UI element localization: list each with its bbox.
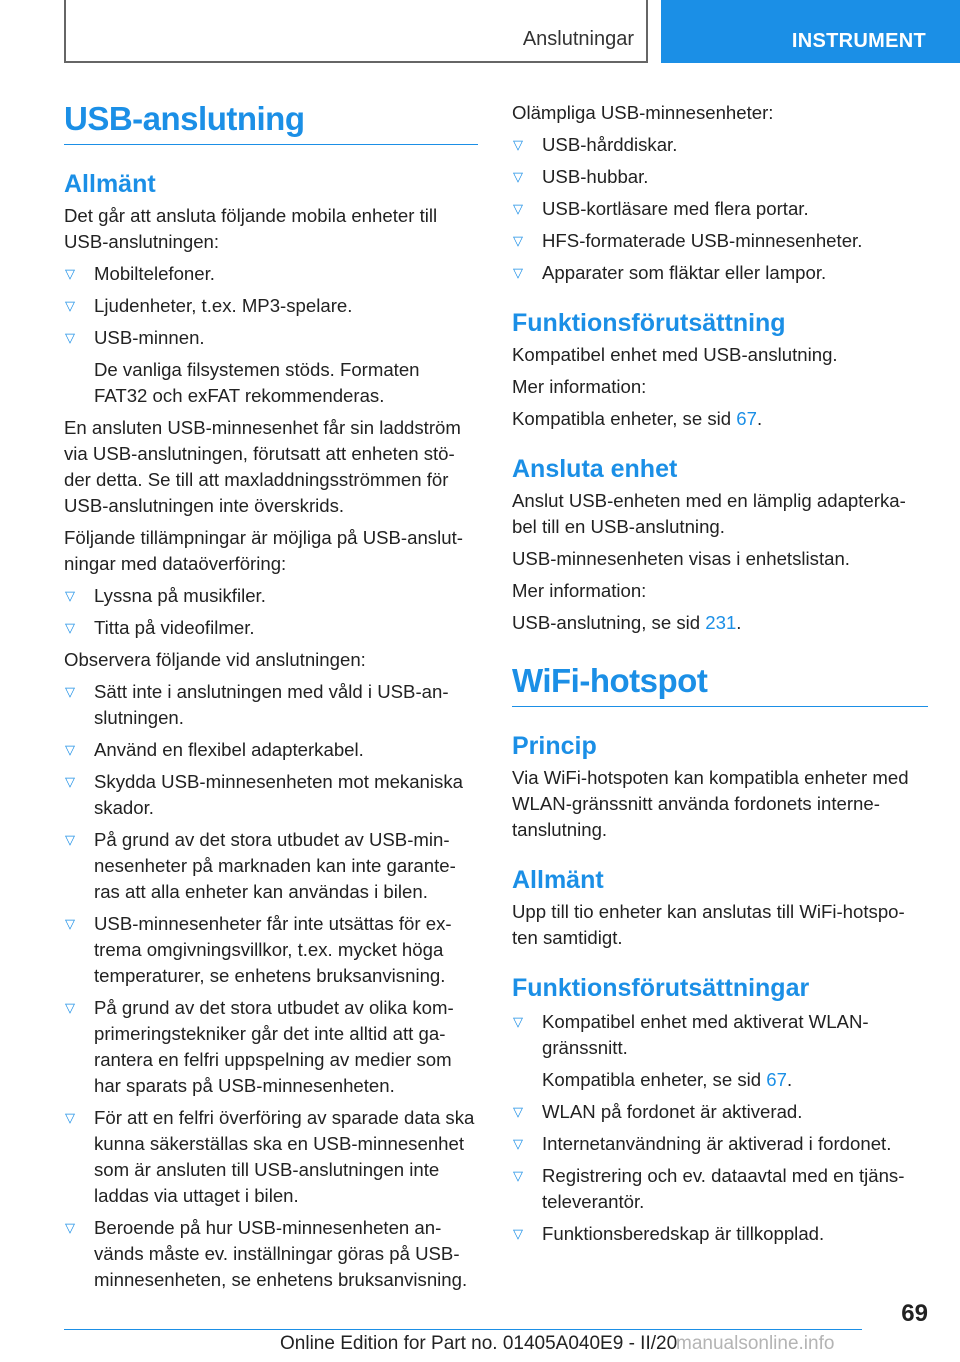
right-column: [512, 100, 928, 1247]
list-item: ▽ USB-minnen.: [64, 325, 478, 351]
triangle-bullet-icon: ▽: [513, 169, 523, 184]
list-item: ▽ Beroende på hur USB-minnesenheten an-vänds måste ev. inställningar göras på USB-minnesenheten, se enhetens bruksanvisning.: [65, 1217, 468, 1290]
wifi-title: WiFi-hotspot: [512, 662, 928, 707]
usb-title: USB-anslutning: [64, 100, 478, 145]
page-link[interactable]: 231: [705, 612, 737, 633]
observe-paragraph: Observera följande vid anslutningen:: [64, 649, 366, 670]
list-item: ▽ USB-hubbar.: [512, 164, 928, 190]
requirement-p3: Kompatibla enheter, se sid 67.: [512, 408, 763, 429]
triangle-bullet-icon: ▽: [65, 620, 75, 635]
list-item: ▽ USB-hårddiskar.: [512, 132, 928, 158]
triangle-bullet-icon: ▽: [513, 1168, 523, 1183]
wifi-general-p1: Upp till tio enheter kan anslutas till WiFi-hotspo-ten samtidigt.: [512, 901, 905, 948]
principle-heading: Princip: [512, 732, 597, 760]
triangle-bullet-icon: ▽: [513, 265, 523, 280]
triangle-bullet-icon: ▽: [513, 1104, 523, 1119]
header-chapter-label: INSTRUMENT: [791, 30, 926, 52]
triangle-bullet-icon: ▽: [65, 832, 75, 847]
triangle-bullet-icon: ▽: [65, 1000, 75, 1015]
triangle-bullet-icon: ▽: [65, 266, 75, 281]
general-heading: Allmänt: [64, 170, 156, 198]
triangle-bullet-icon: ▽: [65, 742, 75, 757]
page-link[interactable]: 67: [766, 1069, 787, 1090]
connect-p3: Mer information:: [512, 580, 647, 601]
list-item: ▽ Ljudenheter, t.ex. MP3-spelare.: [64, 293, 478, 319]
triangle-bullet-icon: ▽: [65, 916, 75, 931]
list-item: ▽ USB-minnesenheter får inte utsättas för ex-trema omgivningsvillkor, t.ex. mycket höga temperaturer, se enhetens bruksanvisning.: [65, 913, 452, 986]
triangle-bullet-icon: ▽: [65, 298, 75, 313]
triangle-bullet-icon: ▽: [65, 330, 75, 345]
list-item: ▽ För att en felfri överföring av sparade data ska kunna säkerställas ska en USB-minnesenhet som är ansluten till USB-anslutningen inte laddas via uttaget i bilen.: [65, 1107, 475, 1206]
principle-p1: Via WiFi-hotspoten kan kompatibla enheter med WLAN-gränssnitt använda fordonets interne-tanslutning.: [512, 767, 909, 840]
charging-paragraph: En ansluten USB-minnesenhet får sin laddström via USB-anslutningen, förutsatt att enheten stö-der detta. Se till att maxladdningsströmmen för USB-anslutningen inte överskrids.: [64, 417, 461, 516]
page-number: 69: [901, 1300, 928, 1327]
list-item: ▽ Lyssna på musikfiler.: [64, 583, 478, 609]
list-item: ▽ Skydda USB-minnesenheten mot mekaniska skador.: [65, 771, 463, 818]
list-item: ▽ Registrering och ev. dataavtal med en tjäns-televerantör.: [513, 1165, 905, 1212]
requirement-heading: Funktionsförutsättning: [512, 309, 786, 337]
triangle-bullet-icon: ▽: [65, 684, 75, 699]
application-list: [64, 583, 478, 641]
wifi-requirements-heading: Funktionsförutsättningar: [512, 974, 810, 1002]
applications-paragraph: Följande tillämpningar är möjliga på USB-anslut-ningar med dataöverföring:: [64, 527, 463, 574]
triangle-bullet-icon: ▽: [513, 137, 523, 152]
header-chapter-tab: [661, 0, 960, 63]
compatible-devices-note: Kompatibla enheter, se sid 67.: [542, 1069, 793, 1090]
unsuitable-list: [512, 132, 928, 286]
page-link[interactable]: 67: [736, 408, 757, 429]
requirement-p2: Mer information:: [512, 376, 647, 397]
list-item: ▽ Sätt inte i anslutningen med våld i USB-an-slutningen.: [65, 681, 449, 728]
triangle-bullet-icon: ▽: [513, 1014, 523, 1029]
list-item: ▽ Internetanvändning är aktiverad i fordonet.: [512, 1131, 928, 1157]
triangle-bullet-icon: ▽: [65, 774, 75, 789]
list-item: ▽ WLAN på fordonet är aktiverad.: [512, 1099, 928, 1125]
header-section-label: Anslutningar: [522, 28, 634, 50]
list-item: ▽ HFS-formaterade USB-minnesenheter.: [512, 228, 928, 254]
requirement-p1: Kompatibel enhet med USB-anslutning.: [512, 344, 838, 365]
connect-p4: USB-anslutning, se sid 231.: [512, 612, 742, 633]
left-column: [64, 100, 478, 1293]
list-item: ▽ På grund av det stora utbudet av USB-min-nesenheter på marknaden kan inte garante-ras att alla enheter kan användas i bilen.: [65, 829, 456, 902]
list-item: ▽ Mobiltelefoner.: [64, 261, 478, 287]
header-section-tab: [64, 0, 648, 63]
list-item: ▽ Funktionsberedskap är tillkopplad.: [512, 1221, 928, 1247]
intro-paragraph: Det går att ansluta följande mobila enheter till USB-anslutningen:: [64, 205, 438, 252]
connect-p1: Anslut USB-enheten med en lämplig adapterka-bel till en USB-anslutning.: [512, 490, 906, 537]
list-item: ▽ På grund av det stora utbudet av olika kom-primeringstekniker går det inte alltid att ga-rantera en felfri uppspelning av medier som har sparats på USB-minnesenheten.: [65, 997, 454, 1096]
triangle-bullet-icon: ▽: [513, 233, 523, 248]
list-item: ▽ Kompatibel enhet med aktiverat WLAN-gränssnitt.: [513, 1011, 869, 1058]
connect-heading: Ansluta enhet: [512, 455, 678, 483]
notes-list: [64, 679, 478, 1293]
triangle-bullet-icon: ▽: [513, 1226, 523, 1241]
footer-divider: [64, 1329, 862, 1330]
list-item: ▽ Använd en flexibel adapterkabel.: [64, 737, 478, 763]
triangle-bullet-icon: ▽: [65, 1220, 75, 1235]
list-item: ▽ Apparater som fläktar eller lampor.: [512, 260, 928, 286]
filesystem-note: De vanliga filsystemen stöds. Formaten FAT32 och exFAT rekommenderas.: [94, 359, 420, 406]
triangle-bullet-icon: ▽: [513, 1136, 523, 1151]
wifi-requirements-list: [512, 1009, 928, 1247]
wifi-general-heading: Allmänt: [512, 866, 604, 894]
unsuitable-intro: Olämpliga USB-minnesenheter:: [512, 102, 774, 123]
edition-footer: Online Edition for Part no. 01405A040E9 - II/20: [280, 1333, 678, 1354]
triangle-bullet-icon: ▽: [513, 201, 523, 216]
device-list: [64, 261, 478, 409]
triangle-bullet-icon: ▽: [65, 1110, 75, 1125]
triangle-bullet-icon: ▽: [65, 588, 75, 603]
list-item: ▽ USB-kortläsare med flera portar.: [512, 196, 928, 222]
watermark: manualsonline.info: [676, 1333, 835, 1354]
connect-p2: USB-minnesenheten visas i enhetslistan.: [512, 548, 850, 569]
list-item: ▽ Titta på videofilmer.: [64, 615, 478, 641]
